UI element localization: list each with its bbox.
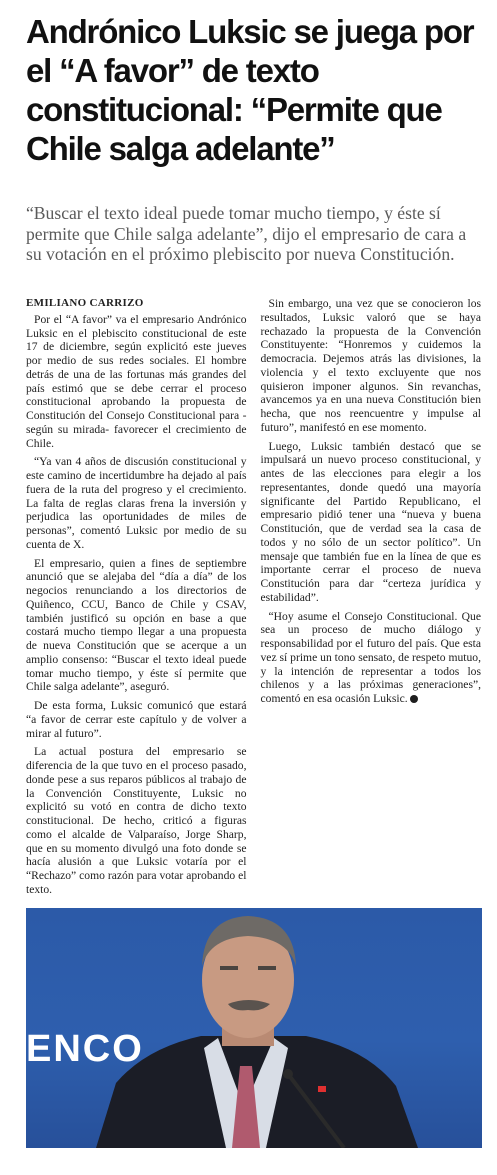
body-paragraph: El empresario, quien a fines de septiembre anunció que se alejaba del “día a día” de los negocios renunciando a los directorios de Quiñenco, CCU, Banco de Chile y CSAV, también justificó su opción en base a que costará mucho tiempo llegar a una propuesta de nueva Constitución que se acerque a un amplio consenso: “Buscar el texto ideal puede tomar mucho tiempo, y éste sí permite que Chile salga adelante”, aseguró. [26, 556, 247, 694]
body-paragraph: La actual postura del empresario se diferencia de la que tuvo en el proceso pasado, donde pese a sus reparos públicos al trabajo de la Convención Constituyente, Luksic no explicitó su votó en contra de dicho texto constitucional. De hecho, criticó a figuras como el alcalde de Valparaíso, Jorge Sharp, que en su momento divulgó una foto donde se hacía alusión a que Luksic votaría por el “Rechazo” como razón para votar aprobando el texto. [26, 745, 247, 896]
body-paragraph: Por el “A favor” va el empresario Andrónico Luksic en el plebiscito constitucional de este 17 de diciembre, según explicitó este jueves por medio de sus redes sociales. El hombre detrás de una de las fortunas más grandes del país estimó que se debe cerrar el proceso constitucional aprobando la propuesta de Constitución del Consejo Constitucional para -según su mirada- favorecer el crecimiento de Chile. [26, 312, 247, 450]
photo-lapel-pin [318, 1086, 326, 1092]
headline: Andrónico Luksic se juega por el “A favor” de texto constitucional: “Permite que Chile salga adelante” [26, 13, 474, 167]
article-body [26, 297, 481, 897]
photo-backdrop-text: ENCO [26, 1028, 144, 1070]
body-paragraph: Sin embargo, una vez que se conocieron los resultados, Luksic valoró que se haya rechazado la propuesta de la Convención Constituyente: “Honremos y cuidemos la democracia. Dejemos atrás las divisiones, la violencia y el texto excluyente que nos quisieron imponer algunos. Sin revanchas, avancemos ya en una nueva Constitución bien hecha, que nos reencuentre y impulse al futuro”, manifestó en ese momento. [260, 297, 481, 434]
end-of-article-dot-icon [410, 695, 418, 703]
article-lead: “Buscar el texto ideal puede tomar mucho tiempo, y éste sí permite que Chile salga adelante”, dijo el empresario de cara a su votación en el próximo plebiscito por nueva Constitución. [26, 203, 467, 264]
photo-illustration [26, 908, 482, 1148]
body-paragraph: “Ya van 4 años de discusión constitucional y este camino de incertidumbre ha dejado al país fuera de la ruta del progreso y el crecimiento. La falta de reglas claras frena la inversión y perjudica las oportunidades de miles de personas”, comentó Luksic por medio de su cuenta de X. [26, 455, 247, 551]
body-paragraph-text: “Hoy asume el Consejo Constitucional. Que sea un proceso de mucho diálogo y responsabilidad por el futuro del país. Que esta vez sí prime un tono sensato, de respeto mutuo, y la intención de representar a todos los chilenos y a las próximas generaciones”, comentó en esa ocasión Luksic. [260, 609, 481, 705]
body-paragraph: Luego, Luksic también destacó que se impulsará un nuevo proceso constitucional, y antes de las elecciones para elegir a los representantes, donde quedó una mayoría significante del Partido Republicano, el empresario pidió tener una “nueva y buena Constitución, que de verdad sea la casa de todos y no sólo de un sector político”. Un mensaje que también fue en la línea de que es importante cerrar el proceso de nueva Constitución para dar “certeza jurídica y estabilidad”. [260, 439, 481, 604]
body-paragraph-last [261, 610, 482, 706]
article-photo [26, 908, 482, 1148]
byline: EMILIANO CARRIZO [26, 297, 144, 309]
body-paragraph: De esta forma, Luksic comunicó que estará “a favor de cerrar este capítulo y de volver a mirar al futuro”. [26, 699, 247, 740]
